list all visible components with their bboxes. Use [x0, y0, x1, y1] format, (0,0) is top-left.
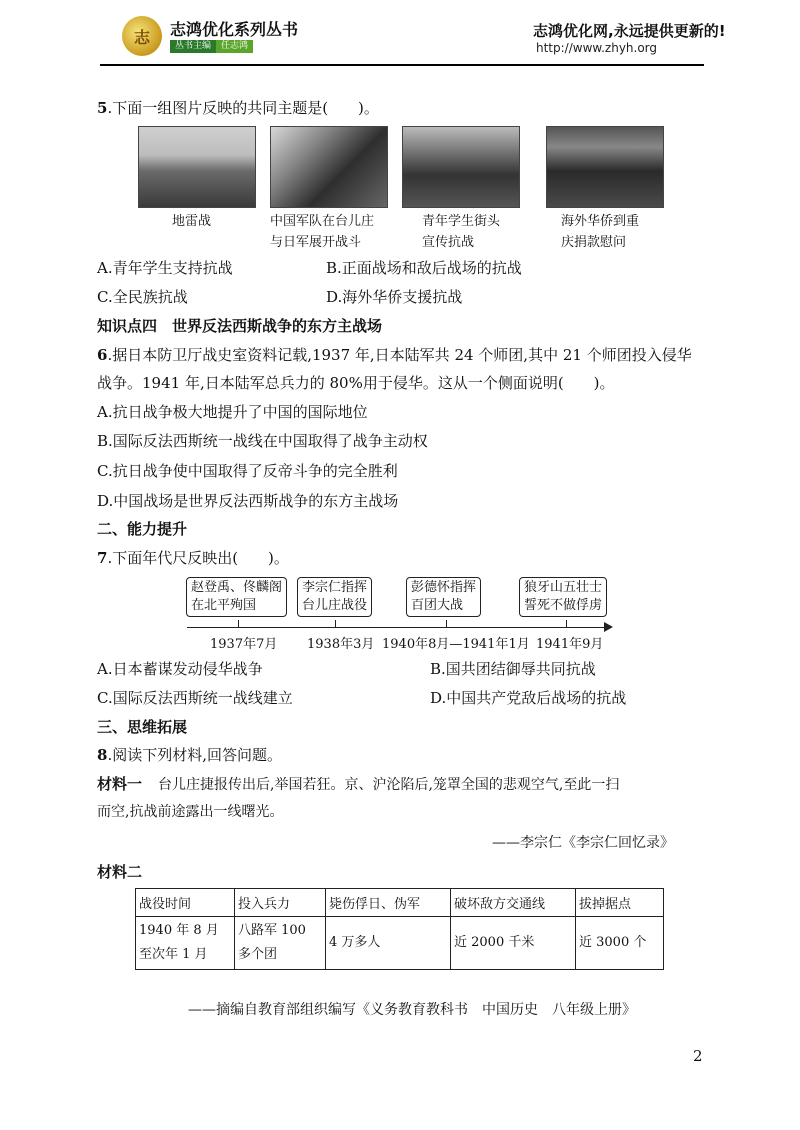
table-header: 毙伤俘日、伪军	[326, 889, 451, 917]
question-6-stem-cont: 战争。1941 年,日本陆军总兵力的 80%用于侵华。这从一个侧面说明( )。	[97, 374, 615, 392]
photo-caption: 海外华侨到重 庆捐款慰问	[561, 214, 640, 250]
editor-name: 任志鸿	[216, 40, 253, 53]
timeline-event: 狼牙山五壮士 誓死不做俘虏	[519, 577, 607, 617]
question-5-stem	[97, 98, 379, 118]
timeline-date: 1941年9月	[536, 637, 604, 652]
series-title: 志鸿优化系列丛书	[170, 20, 299, 39]
timeline-arrow-icon	[604, 622, 613, 632]
question-text: .阅读下列材料,回答问题。	[107, 746, 282, 764]
table-header: 破坏敌方交通线	[451, 889, 576, 917]
question-7-stem	[97, 548, 289, 568]
table-cell: 近 2000 千米	[451, 917, 576, 970]
table-cell: 近 3000 个	[576, 917, 664, 970]
option-c[interactable]: C.全民族抗战	[97, 288, 188, 306]
table-header: 投入兵力	[235, 889, 326, 917]
option-d[interactable]: D.中国共产党敌后战场的抗战	[430, 689, 627, 707]
option-d[interactable]: D.海外华侨支援抗战	[326, 288, 463, 306]
option-a[interactable]: A.青年学生支持抗战	[97, 259, 233, 277]
option-b[interactable]: B.正面战场和敌后战场的抗战	[326, 259, 522, 277]
site-slogan: 志鸿优化网,永远提供更新的!	[533, 22, 726, 40]
question-text: .据日本防卫厅战史室资料记载,1937 年,日本陆军共 24 个师团,其中 21 个师团投入侵华	[107, 346, 692, 364]
question-text: .下面年代尺反映出( )。	[107, 549, 289, 567]
photo-landmine-warfare	[138, 126, 256, 208]
timeline-date: 1940年8月—1941年1月	[382, 637, 530, 652]
photo-student-propaganda	[402, 126, 520, 208]
option-b[interactable]: B.国际反法西斯统一战线在中国取得了战争主动权	[97, 432, 428, 450]
editor-badge	[170, 40, 253, 53]
photo-taierzhuang-battle	[270, 126, 388, 208]
question-8-stem	[97, 745, 282, 765]
timeline-tick	[566, 620, 567, 628]
page-number: 2	[693, 1047, 703, 1065]
question-number: 6	[97, 346, 108, 364]
site-url[interactable]: http://www.zhyh.org	[536, 41, 658, 55]
question-number: 5	[97, 99, 108, 117]
question-text: .下面一组图片反映的共同主题是( )。	[107, 99, 379, 117]
timeline-axis	[187, 627, 607, 628]
table-header-row	[136, 889, 664, 917]
header-divider	[100, 64, 704, 66]
table-header: 拔掉据点	[576, 889, 664, 917]
option-c[interactable]: C.抗日战争使中国取得了反帝斗争的完全胜利	[97, 462, 398, 480]
material-1-cont: 而空,抗战前途露出一线曙光。	[97, 804, 284, 820]
question-6-stem	[97, 345, 692, 365]
option-a[interactable]: A.抗日战争极大地提升了中国的国际地位	[97, 403, 368, 421]
question-number: 8	[97, 746, 108, 764]
timeline-event: 李宗仁指挥 台儿庄战役	[297, 577, 372, 617]
table-cell: 4 万多人	[326, 917, 451, 970]
section-heading: 知识点四 世界反法西斯战争的东方主战场	[97, 317, 383, 335]
photo-caption: 青年学生街头 宣传抗战	[422, 214, 501, 250]
hundred-regiments-table	[135, 888, 664, 970]
timeline-tick	[335, 620, 336, 628]
logo-text: 志	[133, 28, 150, 47]
material-1	[97, 774, 619, 795]
photo-caption: 中国军队在台儿庄 与日军展开战斗	[270, 214, 375, 250]
timeline-event: 彭德怀指挥 百团大战	[406, 577, 481, 617]
table-header: 战役时间	[136, 889, 235, 917]
timeline-date: 1937年7月	[210, 637, 278, 652]
section-heading: 三、思维拓展	[97, 718, 188, 736]
material-2-source: ——摘编自教育部组织编写《义务教育教科书 中国历史 八年级上册》	[188, 1002, 636, 1018]
photo-caption: 地雷战	[172, 214, 212, 229]
material-label: 材料一	[97, 775, 143, 793]
editor-role: 丛书主编	[170, 40, 216, 53]
material-1-source: ——李宗仁《李宗仁回忆录》	[492, 835, 674, 851]
material-text: 台儿庄捷报传出后,举国若狂。京、沪沦陷后,笼罩全国的悲观空气,至此一扫	[158, 777, 620, 793]
section-heading: 二、能力提升	[97, 520, 188, 538]
question-number: 7	[97, 549, 108, 567]
option-b[interactable]: B.国共团结御辱共同抗战	[430, 660, 596, 678]
timeline-date: 1938年3月	[307, 637, 375, 652]
timeline-event: 赵登禹、佟麟阁 在北平殉国	[186, 577, 287, 617]
photo-overseas-chinese	[546, 126, 664, 208]
table-cell: 1940 年 8 月 至次年 1 月	[136, 917, 235, 970]
material-label: 材料二	[97, 863, 143, 881]
table-cell: 八路军 100 多个团	[235, 917, 326, 970]
option-c[interactable]: C.国际反法西斯统一战线建立	[97, 689, 293, 707]
table-row	[136, 917, 664, 970]
timeline-tick	[446, 620, 447, 628]
option-a[interactable]: A.日本蓄谋发动侵华战争	[97, 660, 263, 678]
option-d[interactable]: D.中国战场是世界反法西斯战争的东方主战场	[97, 492, 399, 510]
timeline-tick	[238, 620, 239, 628]
logo-emblem	[122, 16, 162, 56]
